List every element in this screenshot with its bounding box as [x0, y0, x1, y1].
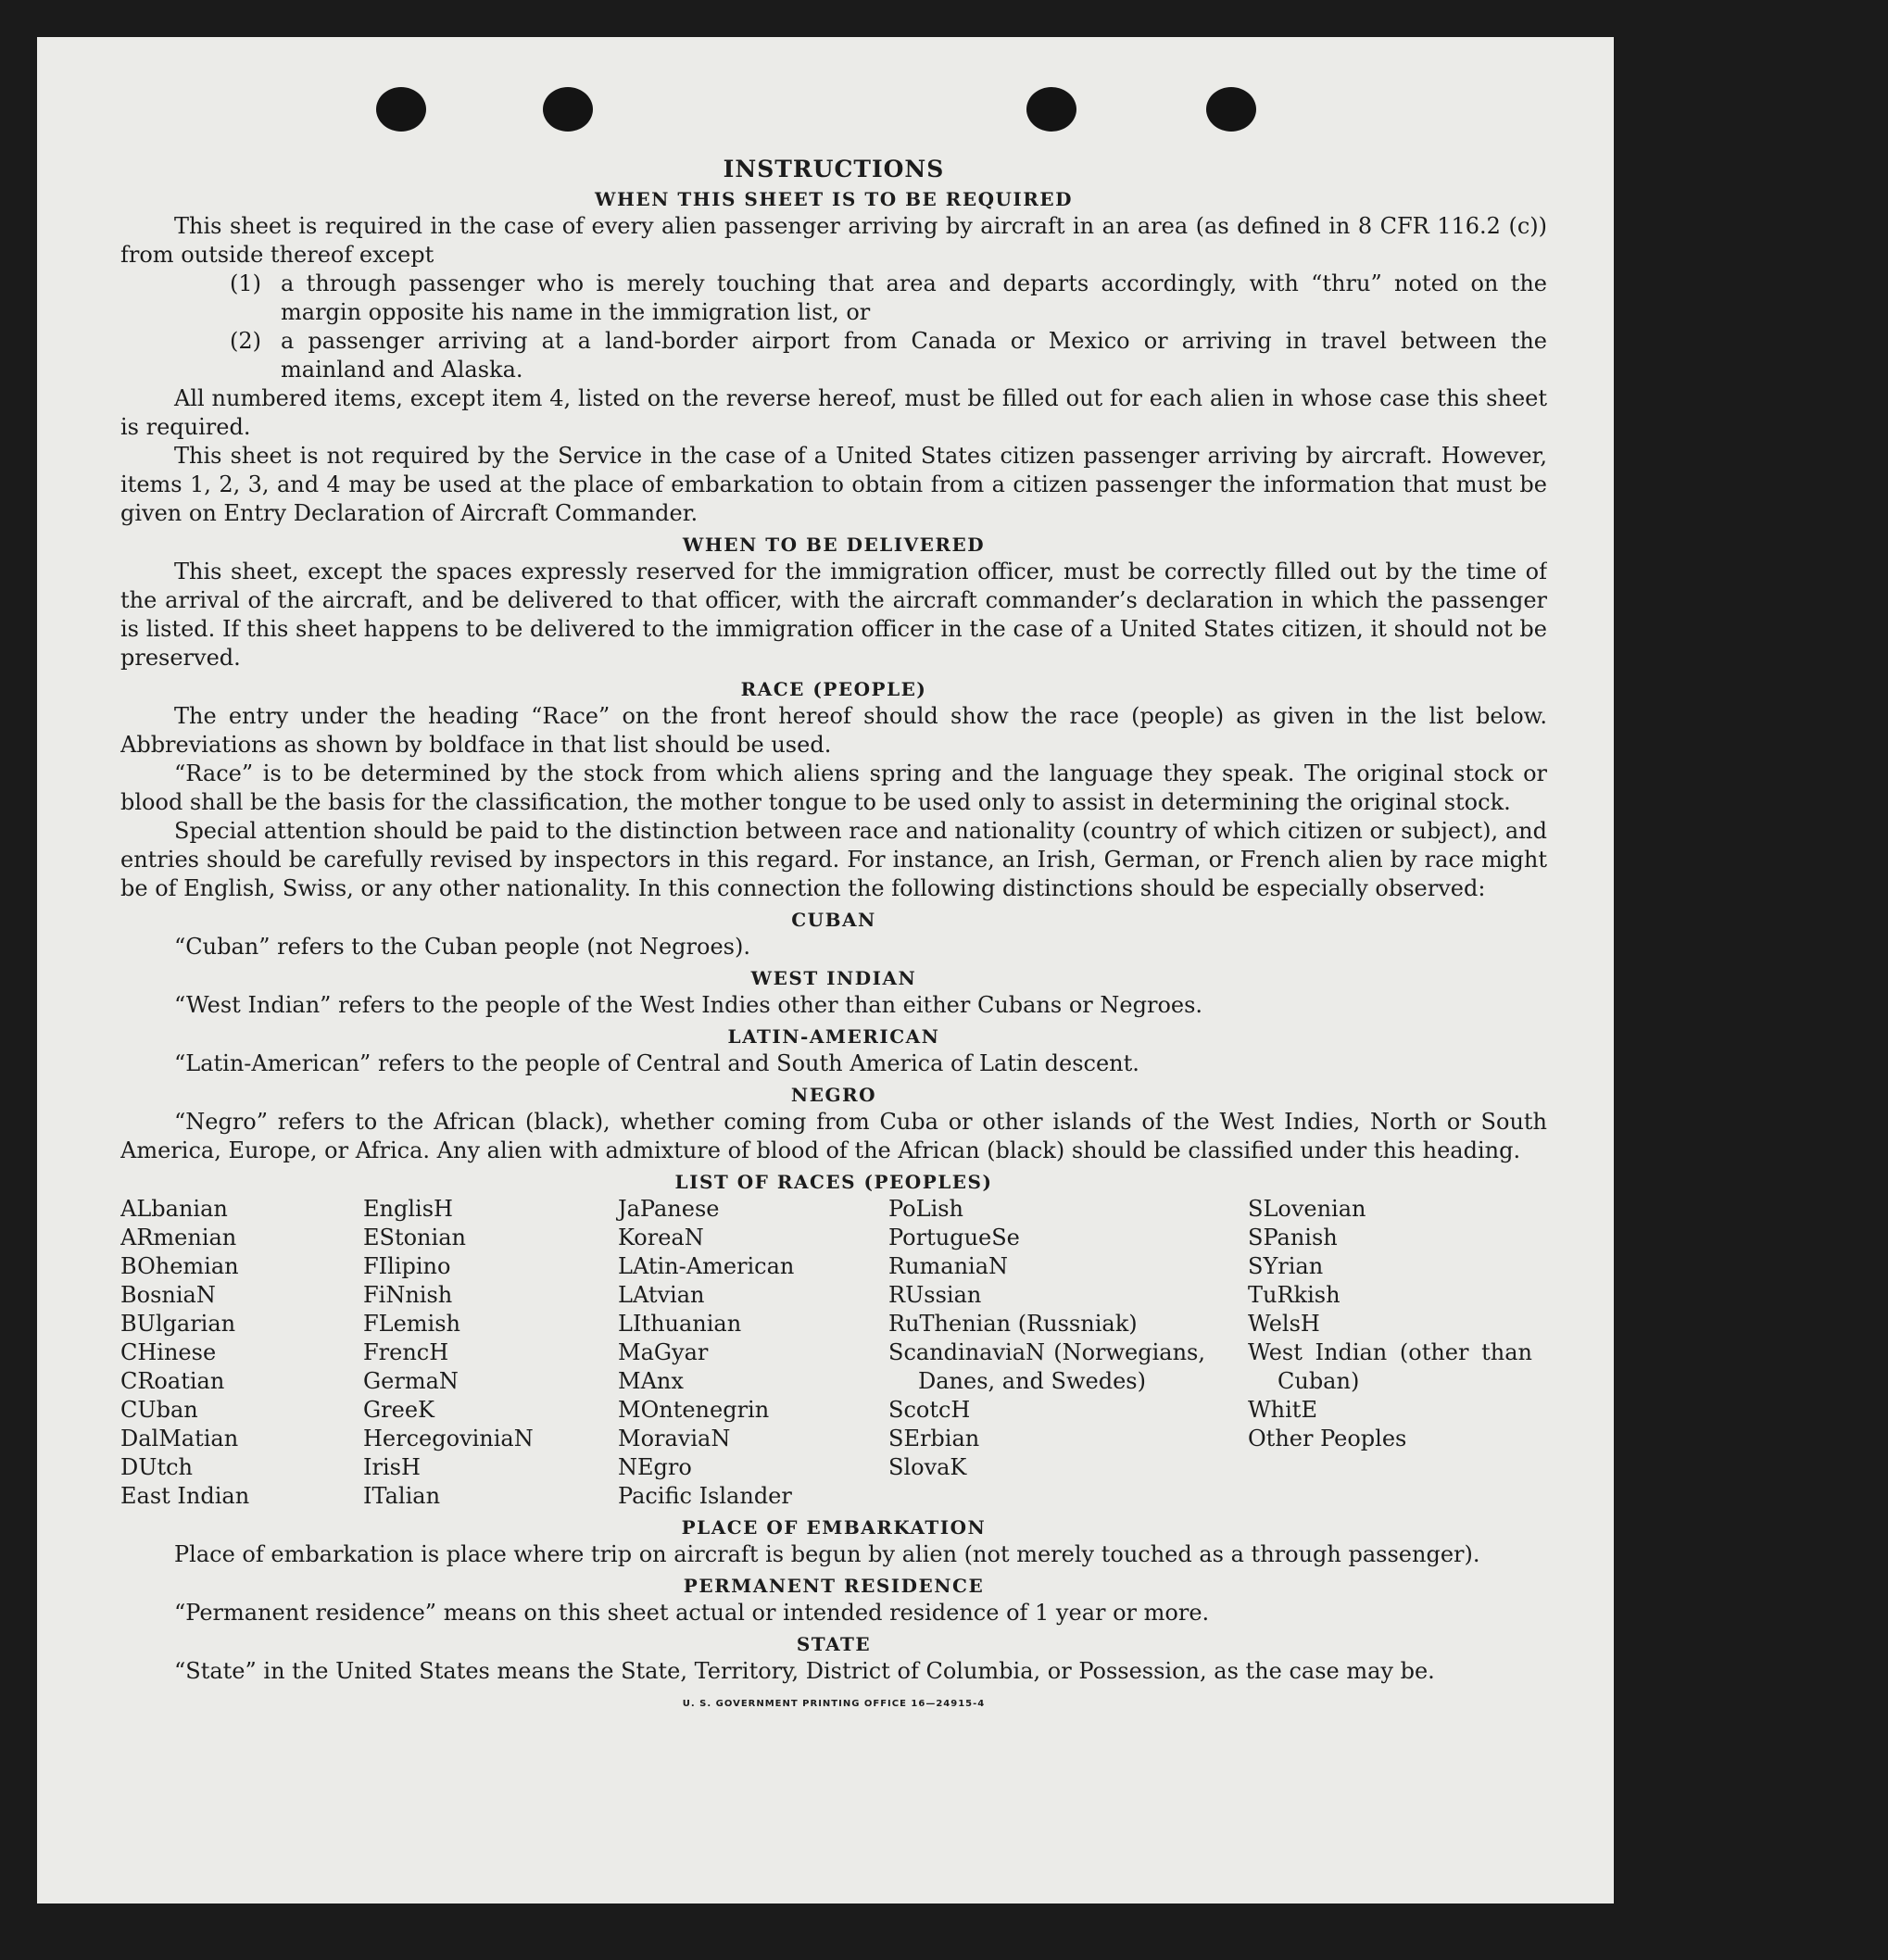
race-entry: NEgro: [618, 1454, 692, 1480]
race-entry: JaPanese: [618, 1196, 720, 1222]
race-entry: CRoatian: [120, 1368, 225, 1394]
race-entry: DalMatian: [120, 1426, 239, 1451]
race-entry: KoreaN: [618, 1225, 704, 1250]
race-entry: East Indian: [120, 1483, 250, 1509]
race-entry: EnglisH: [363, 1196, 453, 1222]
race-entry: BOhemian: [120, 1253, 239, 1279]
paragraph-place-of-embarkation: Place of embarkation is place where trip on aircraft is begun by alien (not merely touched as a through passenger).: [174, 1541, 1480, 1567]
race-entry: RumaniaN: [888, 1253, 1009, 1279]
heading-race: RACE (PEOPLE): [740, 678, 927, 700]
paragraph-delivered: This sheet, except the spaces expressly reserved for the immigration officer, must be correctly filled out by the time of the arrival of the aircraft, and be delivered to that officer, with the aircraft commander’s declaration in which the passenger is listed. If this sheet happens to be delivered to the immigration officer in the case of a United States citizen, it should not be preserved.: [120, 559, 1547, 671]
race-entry: Pacific Islander: [618, 1483, 792, 1509]
race-entry: Other Peoples: [1248, 1426, 1407, 1451]
heading-west-indian: WEST INDIAN: [750, 967, 917, 989]
paragraph-citizen: This sheet is not required by the Service in the case of a United States citizen passenger arriving by aircraft. However, items 1, 2, 3, and 4 may be used at the place of embarkation to obtain from a citizen passenger the information that must be given on Entry Declaration of Aircraft Commander.: [120, 443, 1547, 526]
race-entry: FrencH: [363, 1339, 449, 1365]
race-entry: WhitE: [1248, 1397, 1317, 1423]
race-entry: GreeK: [363, 1397, 434, 1423]
race-entry: ScandinaviaN (Norwegians, Danes, and Swedes): [888, 1339, 1205, 1394]
heading-when-delivered: WHEN TO BE DELIVERED: [682, 534, 986, 556]
race-entry: SErbian: [888, 1426, 980, 1451]
race-entry: RuThenian (Russniak): [888, 1311, 1138, 1337]
race-entry: IrisH: [363, 1454, 421, 1480]
paragraph-negro: “Negro” refers to the African (black), whether coming from Cuba or other islands of the West Indies, North or South America, Europe, or Africa. Any alien with admixture of blood of the African (black) should be classified under this heading.: [120, 1109, 1547, 1163]
races-column-3: [618, 1195, 888, 1511]
heading-state: STATE: [796, 1633, 872, 1655]
paragraph-west-indian: “West Indian” refers to the people of the West Indies other than either Cubans or Negroes.: [174, 992, 1203, 1018]
paragraph-required-intro: This sheet is required in the case of every alien passenger arriving by aircraft in an area (as defined in 8 CFR 116.2 (c)) from outside thereof except: [120, 213, 1547, 268]
race-entry: LAtvian: [618, 1282, 705, 1308]
race-entry: HercegoviniaN: [363, 1426, 534, 1451]
item-number: (2): [230, 328, 261, 354]
race-entry: MaGyar: [618, 1339, 709, 1365]
race-entry: ALbanian: [120, 1196, 228, 1222]
race-entry: West Indian (other than Cuban): [1248, 1339, 1532, 1394]
paragraph-numbered-items: All numbered items, except item 4, listed on the reverse hereof, must be filled out for each alien in whose case this sheet is required.: [120, 385, 1547, 440]
race-entry: ScotcH: [888, 1397, 971, 1423]
heading-place-of-embarkation: PLACE OF EMBARKATION: [681, 1516, 987, 1539]
race-entry: TuRkish: [1248, 1282, 1340, 1308]
race-entry: PortugueSe: [888, 1225, 1020, 1250]
race-entry: LIthuanian: [618, 1311, 742, 1337]
numbered-item: [230, 270, 1547, 327]
race-entry: SlovaK: [888, 1454, 967, 1480]
race-entry: WelsH: [1248, 1311, 1320, 1337]
race-entry: FIlipino: [363, 1253, 451, 1279]
race-entry: BUlgarian: [120, 1311, 236, 1337]
paragraph-latin-american: “Latin-American” refers to the people of Central and South America of Latin descent.: [174, 1050, 1139, 1076]
paragraph-permanent-residence: “Permanent residence” means on this sheet actual or intended residence of 1 year or more.: [174, 1600, 1210, 1626]
race-entry: CHinese: [120, 1339, 217, 1365]
paragraph-race-3: Special attention should be paid to the distinction between race and nationality (country of which citizen or subject), and entries should be carefully revised by inspectors in this regard. For instance, an Irish, German, or French alien by race might be of English, Swiss, or any other nationality. In this connection the following distinctions should be especially observed:: [120, 818, 1547, 901]
item-text: a through passenger who is merely touching that area and departs accordingly, with “thru” noted on the margin opposite his name in the immigration list, or: [281, 270, 1547, 325]
printing-office-footer: U. S. GOVERNMENT PRINTING OFFICE 16—24915-4: [682, 1699, 986, 1709]
race-entry: ARmenian: [120, 1225, 237, 1250]
heading-negro: NEGRO: [790, 1084, 877, 1106]
paragraph-race-2: “Race” is to be determined by the stock from which aliens spring and the language they speak. The original stock or blood shall be the basis for the classification, the mother tongue to be used only to assist in determining the original stock.: [120, 760, 1547, 815]
race-entry: RUssian: [888, 1282, 982, 1308]
heading-latin-american: LATIN-AMERICAN: [727, 1025, 940, 1048]
race-entry: CUban: [120, 1397, 198, 1423]
races-column-5: [1248, 1195, 1547, 1511]
item-text: a passenger arriving at a land-border airport from Canada or Mexico or arriving in travel between the mainland and Alaska.: [281, 328, 1547, 383]
instructions-content: [120, 113, 1547, 1878]
paragraph-cuban: “Cuban” refers to the Cuban people (not Negroes).: [174, 934, 750, 960]
race-entry: SYrian: [1248, 1253, 1324, 1279]
race-entry: BosniaN: [120, 1282, 216, 1308]
race-entry: SPanish: [1248, 1225, 1338, 1250]
heading-permanent-residence: PERMANENT RESIDENCE: [683, 1575, 985, 1597]
paragraph-state: “State” in the United States means the State, Territory, District of Columbia, or Possession, as the case may be.: [174, 1658, 1435, 1684]
races-column-1: [120, 1195, 363, 1511]
races-list: [120, 1195, 1547, 1511]
race-entry: SLovenian: [1248, 1196, 1366, 1222]
page-title: INSTRUCTIONS: [723, 156, 945, 182]
race-entry: PoLish: [888, 1196, 964, 1222]
heading-when-required: WHEN THIS SHEET IS TO BE REQUIRED: [595, 188, 1073, 210]
races-column-2: [363, 1195, 618, 1511]
race-entry: MOntenegrin: [618, 1397, 770, 1423]
numbered-item: [230, 327, 1547, 384]
race-entry: FiNnish: [363, 1282, 453, 1308]
document-sheet: [37, 37, 1614, 1903]
race-entry: EStonian: [363, 1225, 466, 1250]
race-entry: DUtch: [120, 1454, 194, 1480]
race-entry: ITalian: [363, 1483, 441, 1509]
heading-cuban: CUBAN: [791, 909, 876, 931]
races-column-4: [888, 1195, 1248, 1511]
race-entry: MoraviaN: [618, 1426, 731, 1451]
race-entry: MAnx: [618, 1368, 684, 1394]
race-entry: LAtin-American: [618, 1253, 795, 1279]
race-entry: FLemish: [363, 1311, 460, 1337]
heading-list-of-races: LIST OF RACES (PEOPLES): [674, 1171, 993, 1193]
item-number: (1): [230, 270, 261, 296]
paragraph-race-1: The entry under the heading “Race” on the front hereof should show the race (people) as given in the list below. Abbreviations as shown by boldface in that list should be used.: [120, 703, 1547, 758]
race-entry: GermaN: [363, 1368, 459, 1394]
